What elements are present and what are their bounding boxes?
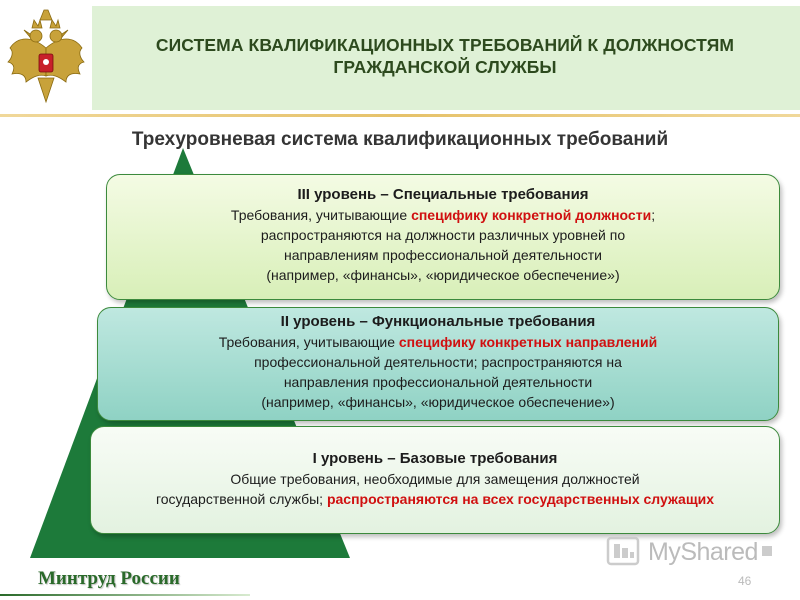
level-3-description — [107, 205, 779, 285]
level-2-line-3: направления профессиональной деятельности — [283, 374, 593, 390]
level-2-highlight: специфику конкретных направлений — [398, 334, 658, 350]
level-1-line-1: Общие требования, необходимые для замещения должностей — [230, 471, 640, 487]
level-1-description — [91, 469, 779, 509]
footer-divider — [0, 594, 250, 596]
level-1-box — [90, 426, 780, 534]
header-divider — [0, 114, 800, 117]
page-number: 46 — [738, 574, 752, 588]
level-3-text-end: ; — [651, 207, 656, 223]
header — [0, 0, 800, 118]
level-1-highlight: распространяются на всех государственных служащих — [326, 491, 715, 507]
level-3-title: III уровень – Специальные требования — [297, 186, 589, 203]
page-title: СИСТЕМА КВАЛИФИКАЦИОННЫХ ТРЕБОВАНИЙ К ДОЛЖНОСТЯМ ГРАЖДАНСКОЙ СЛУЖБЫ — [155, 35, 735, 77]
level-3-line-2: распространяются на должности различных уровней по — [260, 227, 626, 243]
level-1-text: государственной службы; — [155, 491, 327, 507]
section-subtitle: Трехуровневая система квалификационных требований — [131, 129, 669, 150]
level-2-text: Требования, учитывающие — [218, 334, 399, 350]
ministry-logo: Минтруд России — [38, 568, 180, 589]
level-3-box — [106, 174, 780, 300]
level-3-highlight: специфику конкретной должности — [411, 207, 652, 223]
level-2-box — [97, 307, 779, 421]
level-2-title: II уровень – Функциональные требования — [280, 313, 596, 330]
level-3-line-4: (например, «финансы», «юридическое обеспечение») — [266, 267, 620, 283]
coat-of-arms-icon — [4, 6, 88, 106]
level-1-title: I уровень – Базовые требования — [312, 450, 558, 467]
level-2-description — [98, 332, 778, 412]
level-3-line-3: направлениям профессиональной деятельности — [284, 247, 602, 263]
level-3-text: Требования, учитывающие — [230, 207, 412, 223]
watermark-text: MyShared — [648, 538, 758, 566]
level-2-line-4: (например, «финансы», «юридическое обеспечение») — [261, 394, 615, 410]
level-2-line-2: профессиональной деятельности; распространяются на — [254, 354, 622, 370]
